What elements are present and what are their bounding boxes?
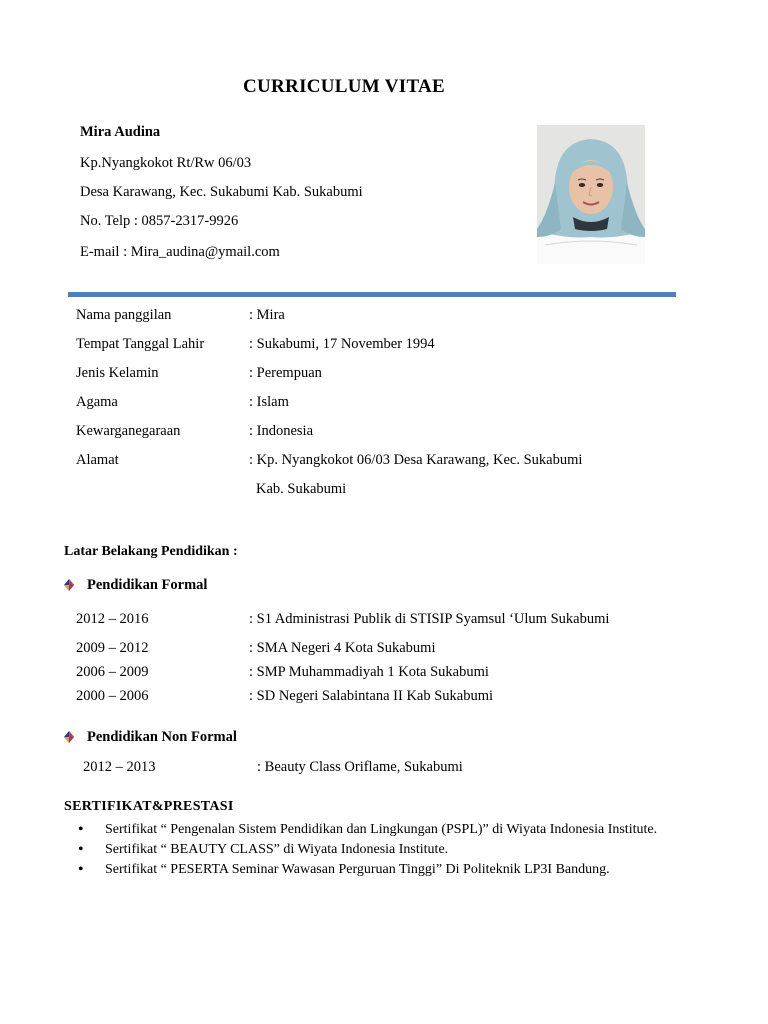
education-school: : S1 Administrasi Publik di STISIP Syamsul ‘Ulum Sukabumi (249, 611, 610, 627)
nonformal-education-heading: Pendidikan Non Formal (87, 729, 237, 745)
section-divider (68, 292, 676, 297)
education-years: 2006 – 2009 (76, 664, 149, 680)
address-line-1: Kp.Nyangkokot Rt/Rw 06/03 (80, 155, 252, 171)
personal-label: Kewarganegaraan (76, 423, 181, 439)
list-item: • Sertifikat “ PESERTA Seminar Wawasan Perguruan Tinggi” Di Politeknik LP3I Bandung. (78, 860, 702, 880)
personal-value: : Islam (249, 394, 289, 410)
education-heading: Latar Belakang Pendidikan : (64, 544, 238, 559)
list-item: • Sertifikat “ BEAUTY CLASS” di Wiyata Indonesia Institute. (78, 840, 702, 860)
list-item: • Sertifikat “ Pengenalan Sistem Pendidikan dan Lingkungan (PSPL)” di Wiyata Indonesia Institute. (78, 820, 702, 840)
personal-label: Jenis Kelamin (76, 365, 159, 381)
profile-photo (537, 125, 645, 264)
education-years: 2012 – 2013 (83, 759, 156, 775)
education-school: : Beauty Class Oriflame, Sukabumi (257, 759, 463, 775)
personal-row (0, 336, 768, 356)
personal-row (0, 452, 768, 472)
personal-row (0, 307, 768, 327)
personal-value: : Mira (249, 307, 285, 323)
address-line-2: Desa Karawang, Kec. Sukabumi Kab. Sukabumi (80, 184, 363, 200)
education-row (0, 611, 768, 631)
education-years: 2012 – 2016 (76, 611, 149, 627)
education-row (0, 688, 768, 708)
full-name: Mira Audina (80, 124, 161, 140)
address-continuation: Kab. Sukabumi (256, 481, 347, 497)
email-address: E-mail : Mira_audina@ymail.com (80, 244, 280, 260)
personal-value: : Kp. Nyangkokot 06/03 Desa Karawang, Kec. Sukabumi (249, 452, 583, 468)
diamond-bullet-icon (62, 730, 76, 744)
education-years: 2000 – 2006 (76, 688, 149, 704)
document-title: CURRICULUM VITAE (242, 76, 446, 97)
personal-label: Agama (76, 394, 118, 410)
education-school: : SMA Negeri 4 Kota Sukabumi (249, 640, 436, 656)
personal-value: : Sukabumi, 17 November 1994 (249, 336, 435, 352)
certificates-heading: SERTIFIKAT&PRESTASI (64, 799, 234, 814)
personal-row (0, 365, 768, 385)
personal-label: Tempat Tanggal Lahir (76, 336, 205, 352)
personal-label: Alamat (76, 452, 119, 468)
diamond-bullet-icon (62, 578, 76, 592)
phone-number: No. Telp : 0857-2317-9926 (80, 213, 239, 229)
education-school: : SD Negeri Salabintana II Kab Sukabumi (249, 688, 494, 704)
education-school: : SMP Muhammadiyah 1 Kota Sukabumi (249, 664, 489, 680)
personal-label: Nama panggilan (76, 307, 172, 323)
education-years: 2009 – 2012 (76, 640, 149, 656)
personal-value: : Indonesia (249, 423, 314, 439)
formal-education-heading: Pendidikan Formal (87, 577, 208, 593)
education-row (0, 640, 768, 660)
education-row (0, 664, 768, 684)
certificate-list (78, 820, 702, 880)
personal-row (0, 394, 768, 414)
personal-value: : Perempuan (249, 365, 322, 381)
personal-row (0, 423, 768, 443)
education-row (0, 759, 768, 779)
